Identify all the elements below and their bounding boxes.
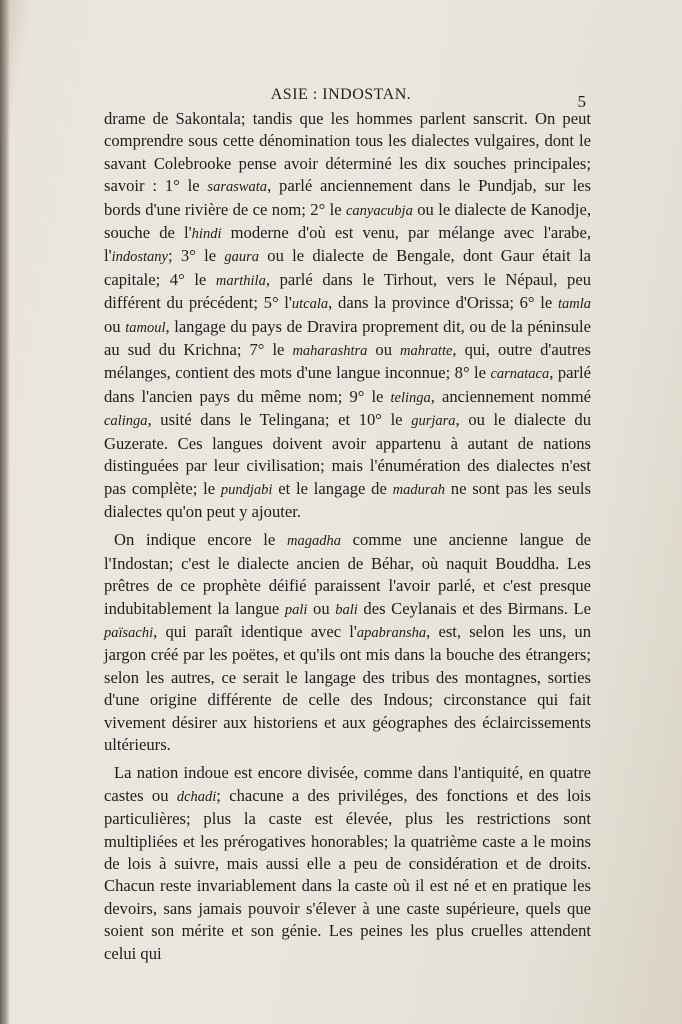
text-run: comme une ancienne langue de l'Indostan; c'est le dialecte ancien de Béhar, où naquit Bouddha. Les prêtres de ce prophète déifié paraissent l'avoir parlé, et c'est presque indubitablement la langue (104, 530, 591, 618)
text-run: On indique encore le (114, 530, 287, 550)
italic-term: magadha (286, 533, 341, 550)
text-run: ou (367, 340, 401, 360)
text-run: , parlé dans l'ancien pays du même nom; 9° le (104, 363, 592, 406)
italic-term: bali (335, 601, 358, 618)
italic-term: canyacubja (345, 202, 413, 219)
italic-term: dchadi (176, 788, 217, 805)
text-run: drame de Sakontala; tandis que les hommes parlent sanscrit. On peut comprendre sous cette dénomination tous les dialectes vulgaires, dont le savant Colebrooke pense avoir déterminé les dix souches principales; savoir : 1° le (104, 109, 591, 196)
text-run: des Ceylanais et des Birmans. Le (357, 598, 591, 618)
paragraph (104, 529, 591, 756)
page-number: 5 (577, 92, 586, 111)
text-run: , parlé anciennement dans le Pundjab, sur les bords d'une rivière de ce nom; 2° le (104, 176, 592, 219)
italic-term: mahratte (400, 343, 453, 360)
italic-term: gaura (224, 249, 259, 266)
italic-term: gurjara (411, 413, 456, 430)
italic-term: hindi (191, 226, 222, 243)
text-run: , qui paraît identique avec l' (153, 621, 357, 641)
text-run: ou (104, 316, 126, 336)
text-run: , ou le dialecte du Guzerate. Ces langues doivent avoir appartenu à autant de nations distinguées par leur civilisation; mais l'énumération des dialectes n'est pas complète; le (104, 410, 591, 498)
italic-term: païsachi (104, 624, 154, 641)
italic-term: tamoul (125, 319, 166, 336)
italic-term: utcala (291, 296, 329, 313)
paragraph (104, 762, 591, 965)
running-title: ASIE : INDOSTAN. (270, 86, 412, 103)
body-text (104, 108, 591, 965)
italic-term: madurah (392, 481, 445, 498)
italic-term: marthila (215, 272, 266, 289)
text-run: ou le dialecte de Bengale, dont Gaur était la capitale; 4° le (104, 246, 591, 289)
italic-term: carnataca (490, 366, 550, 383)
italic-term: pundjabi (220, 481, 273, 498)
italic-term: maharashtra (292, 343, 368, 360)
italic-term: tamla (557, 296, 592, 313)
italic-term: indostany (111, 249, 168, 266)
paragraph (104, 108, 591, 523)
text-run: et le langage de (272, 478, 393, 498)
text-run: , anciennement nommé (430, 386, 592, 406)
text-run: , langage du pays de Dravira proprement dit, ou de la péninsule au sud du Krichna; 7° le (104, 316, 591, 360)
text-run: ; 3° le (168, 246, 225, 266)
text-run: , dans la province d'Orissa; 6° le (328, 293, 558, 313)
text-run: , est, selon les uns, un jargon créé par les poëtes, et qu'ils ont mis dans la bouche des étrangers; selon les autres, ce serait le langage des tribus des montagnes, sorties d'une origine différente de celle des Indous; circonstance qui fait vivement désirer aux historiens et aux géographes des éclaircissements ultérieurs. (104, 621, 591, 754)
text-run: , qui, outre d'autres mélanges, contient des mots d'une langue inconnue; 8° le (104, 340, 591, 383)
book-spine-shadow (0, 0, 10, 1024)
text-run: ne sont pas les seuls dialectes qu'on peut y ajouter. (104, 478, 591, 521)
italic-term: calinga (104, 413, 148, 430)
text-run: moderne d'où est venu, par mélange avec l'arabe, l' (104, 223, 591, 266)
italic-term: saraswata (207, 179, 268, 196)
text-run: , parlé dans le Tirhout, vers le Népaul, peu différent du précédent; 5° l' (104, 269, 591, 313)
text-run: ou le dialecte de Kanodje, souche de l' (104, 199, 591, 243)
text-run: ; chacune a des priviléges, des fonctions et des lois particulières; plus la caste est élevée, plus les restrictions sont multipliées et les prérogatives honorables; la quatrième caste a le moins de lois à suivre, mais aussi elle a peu de considération et de droits. Chacun reste invariablement dans la caste où il est né et en pratique les devoirs, sans jamais pouvoir s'élever à une caste supérieure, quels que soient son mérite et son génie. Les peines les plus cruelles attendent celui qui (104, 785, 592, 963)
text-run: La nation indoue est encore divisée, comme dans l'antiquité, en quatre castes ou (104, 763, 591, 805)
italic-term: apabransha (356, 624, 427, 641)
text-run: , usité dans le Telingana; et 10° le (147, 410, 412, 430)
text-run: ou (307, 598, 336, 618)
italic-term: pali (284, 601, 308, 618)
italic-term: telinga (390, 389, 431, 406)
